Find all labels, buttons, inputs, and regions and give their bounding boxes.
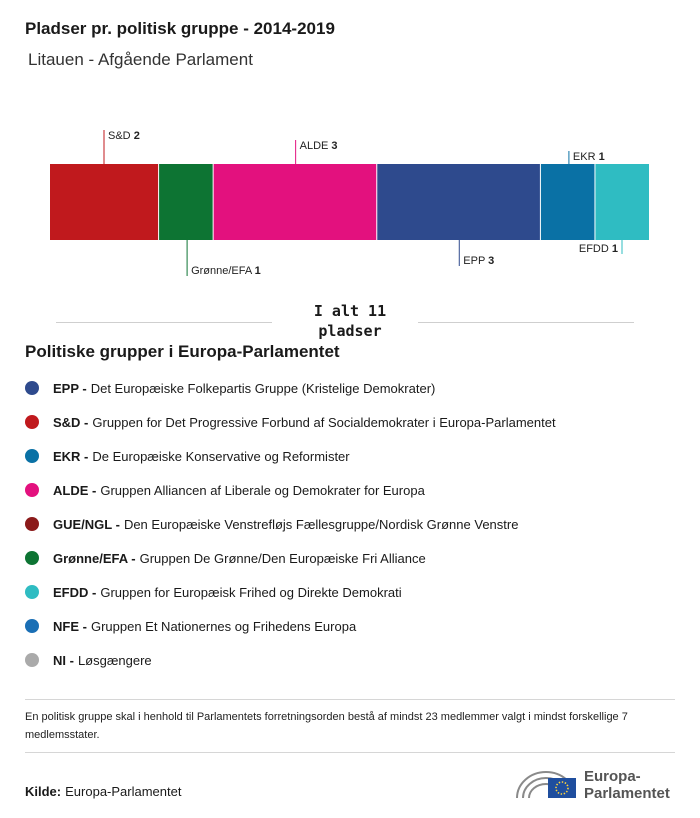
legend-text: Gruppen Alliancen af Liberale og Demokrater for Europa — [100, 482, 425, 498]
legend-item — [25, 405, 556, 439]
legend-color-dot — [25, 585, 39, 599]
legend-abbr: EKR - — [53, 448, 89, 464]
total-seats — [0, 300, 700, 344]
divider — [25, 752, 675, 753]
legend-color-dot — [25, 653, 39, 667]
source — [25, 784, 181, 799]
chart-title: Pladser pr. politisk gruppe - 2014-2019 — [25, 19, 335, 38]
logo-line2: Parlamentet — [584, 785, 670, 802]
legend-abbr: ALDE - — [53, 482, 97, 498]
bar-segment — [159, 164, 213, 240]
legend-text: Gruppen for Det Progressive Forbund af Socialdemokrater i Europa-Parlamentet — [92, 414, 556, 430]
legend-text: Den Europæiske Venstrefløjs Fællesgruppe/Nordisk Grønne Venstre — [123, 516, 519, 532]
legend-item — [25, 371, 556, 405]
logo-line1: Europa- — [584, 768, 641, 785]
total-divider-right — [418, 322, 634, 323]
bar-segment — [50, 164, 158, 240]
source-label: Kilde: — [25, 784, 62, 799]
legend-text: Løsgængere — [77, 652, 152, 668]
legend-text: De Europæiske Konservative og Reformister — [92, 448, 350, 464]
legend-text: Gruppen for Europæisk Frihed og Direkte Demokrati — [100, 584, 402, 600]
bar-segment — [541, 164, 595, 240]
segment-label: EFDD 1 — [578, 243, 618, 255]
legend-color-dot — [25, 415, 39, 429]
legend-item — [25, 643, 556, 677]
legend-abbr: EFDD - — [53, 584, 97, 600]
segment-label: S&D 2 — [108, 130, 140, 142]
segment-label: Grønne/EFA 1 — [191, 265, 261, 277]
segment-label: EPP 3 — [463, 255, 495, 267]
legend-color-dot — [25, 483, 39, 497]
legend-list — [25, 371, 556, 677]
segment-label: EKR 1 — [572, 151, 605, 163]
divider — [25, 699, 675, 700]
legend-color-dot — [25, 517, 39, 531]
legend-color-dot — [25, 381, 39, 395]
bar-segment — [377, 164, 540, 240]
legend-abbr: NFE - — [53, 618, 87, 634]
legend-text: Gruppen Et Nationernes og Frihedens Europa — [90, 618, 357, 634]
legend-item — [25, 473, 556, 507]
source-text: Europa-Parlamentet — [65, 784, 182, 799]
legend-abbr: EPP - — [53, 380, 87, 396]
legend-title: Politiske grupper i Europa-Parlamentet — [25, 342, 340, 361]
segment-label: ALDE 3 — [299, 140, 338, 152]
legend-text: Gruppen De Grønne/Den Europæiske Fri Alliance — [139, 550, 426, 566]
legend-item — [25, 439, 556, 473]
legend-abbr: S&D - — [53, 414, 89, 430]
legend-color-dot — [25, 551, 39, 565]
chart-subtitle: Litauen - Afgående Parlament — [28, 50, 253, 69]
legend-item — [25, 541, 556, 575]
bar-segment — [214, 164, 377, 240]
total-divider-left — [56, 322, 272, 323]
legend-item — [25, 507, 556, 541]
legend-color-dot — [25, 619, 39, 633]
parliament-hemicycle-eu-flag-icon — [514, 762, 578, 804]
legend-abbr: GUE/NGL - — [53, 516, 120, 532]
legend-item — [25, 609, 556, 643]
seats-bar-chart — [0, 120, 700, 290]
legend-abbr: Grønne/EFA - — [53, 550, 136, 566]
europarl-logo — [514, 762, 684, 804]
legend-abbr: NI - — [53, 652, 74, 668]
legend-text: Det Europæiske Folkepartis Gruppe (Kristelige Demokrater) — [90, 380, 436, 396]
total-label: I alt 11 pladser — [313, 302, 387, 340]
legend-color-dot — [25, 449, 39, 463]
bar-segment — [595, 164, 649, 240]
legend-item — [25, 575, 556, 609]
footnote: En politisk gruppe skal i henhold til Parlamentets forretningsorden bestå af mindst 23 medlemmer valgt i mindst forskellige 7 medlemsstater. — [25, 711, 628, 741]
